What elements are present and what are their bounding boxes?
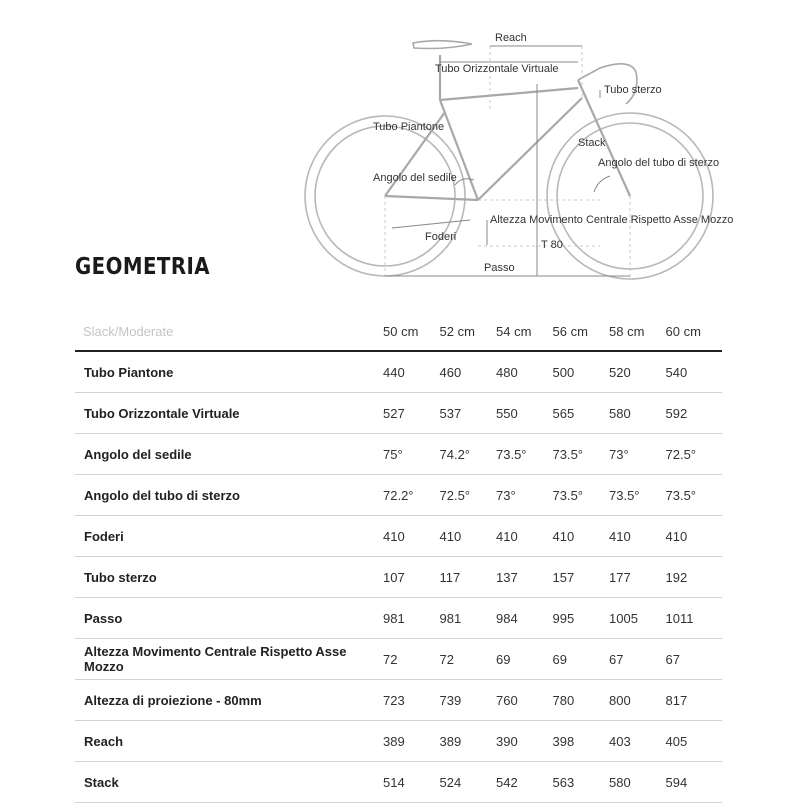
table-cell: 73° [609,434,666,475]
row-label: Angolo del sedile [75,434,383,475]
table-cell: 563 [553,762,610,803]
table-row [75,557,722,598]
table-cell: 389 [440,721,497,762]
diagram-label-foderi: Foderi [425,231,457,243]
table-cell: 67 [609,639,666,680]
table-cell: 72.5° [666,434,723,475]
table-row [75,639,722,680]
table-cell: 398 [553,721,610,762]
row-label: Passo [75,598,383,639]
row-label: Tubo Piantone [75,351,383,393]
table-cell: 389 [383,721,440,762]
table-cell: 73.5° [666,475,723,516]
saddle [413,41,472,49]
table-cell: 542 [496,762,553,803]
table-cell: 780 [553,680,610,721]
size-header: 56 cm [553,312,610,351]
table-cell: 117 [440,557,497,598]
row-label: Reach [75,721,383,762]
table-cell: 514 [383,762,440,803]
table-cell: 580 [609,762,666,803]
table-cell: 723 [383,680,440,721]
table-cell: 594 [666,762,723,803]
diagram-label-tubo-sterzo: Tubo sterzo [604,84,662,96]
table-cell: 73° [496,475,553,516]
table-cell: 580 [609,393,666,434]
table-row [75,393,722,434]
table-cell: 69 [496,639,553,680]
table-cell: 67 [666,639,723,680]
diagram-label-passo: Passo [484,262,515,274]
row-label: Foderi [75,516,383,557]
row-label: Tubo sterzo [75,557,383,598]
table-row [75,680,722,721]
table-cell: 410 [383,516,440,557]
table-cell: 480 [496,351,553,393]
table-cell: 410 [666,516,723,557]
table-cell: 410 [553,516,610,557]
size-header: 58 cm [609,312,666,351]
geometry-table [75,312,722,803]
table-cell: 800 [609,680,666,721]
table-cell: 817 [666,680,723,721]
table-cell: 390 [496,721,553,762]
table-cell: 74.2° [440,434,497,475]
table-cell: 72 [383,639,440,680]
diagram-label-t80: T 80 [541,239,563,251]
table-cell: 592 [666,393,723,434]
table-cell: 984 [496,598,553,639]
size-header: 50 cm [383,312,440,351]
table-cell: 192 [666,557,723,598]
table-cell: 137 [496,557,553,598]
table-row [75,598,722,639]
table-row [75,721,722,762]
diagram-label-angolo-tubo-sterzo: Angolo del tubo di sterzo [598,157,720,169]
table-cell: 981 [383,598,440,639]
table-cell: 540 [666,351,723,393]
diagram-label-angolo-sedile: Angolo del sedile [373,172,457,184]
table-row [75,516,722,557]
table-cell: 981 [440,598,497,639]
table-cell: 73.5° [553,475,610,516]
table-cell: 69 [553,639,610,680]
size-header: 54 cm [496,312,553,351]
table-cell: 527 [383,393,440,434]
table-cell: 410 [440,516,497,557]
table-header-row [75,312,722,351]
table-cell: 520 [609,351,666,393]
diagram-label-reach: Reach [495,32,527,44]
table-cell: 500 [553,351,610,393]
diagram-label-tubo-piantone: Tubo Piantone [373,121,445,133]
table-cell: 107 [383,557,440,598]
header-label: Slack/Moderate [75,312,383,351]
table-cell: 410 [496,516,553,557]
table-cell: 565 [553,393,610,434]
table-cell: 440 [383,351,440,393]
page-title: GEOMETRIA [75,254,211,280]
table-cell: 157 [553,557,610,598]
row-label: Altezza Movimento Centrale Rispetto Asse Mozzo [75,639,383,680]
table-cell: 73.5° [609,475,666,516]
table-cell: 524 [440,762,497,803]
table-cell: 73.5° [553,434,610,475]
table-row [75,434,722,475]
diagram-label-altezza-mc: Altezza Movimento Centrale Rispetto Asse Mozzo [490,214,734,226]
table-cell: 405 [666,721,723,762]
table-cell: 1005 [609,598,666,639]
diagram-label-tubo-orizzontale: Tubo Orizzontale Virtuale [435,63,559,75]
table-cell: 550 [496,393,553,434]
table-cell: 73.5° [496,434,553,475]
table-cell: 537 [440,393,497,434]
table-cell: 995 [553,598,610,639]
table-cell: 460 [440,351,497,393]
table-cell: 410 [609,516,666,557]
table-cell: 72.2° [383,475,440,516]
size-header: 60 cm [666,312,723,351]
diagram-label-stack: Stack [578,137,606,149]
table-cell: 75° [383,434,440,475]
table-cell: 403 [609,721,666,762]
table-cell: 72.5° [440,475,497,516]
table-cell: 72 [440,639,497,680]
row-label: Altezza di proiezione - 80mm [75,680,383,721]
table-cell: 760 [496,680,553,721]
row-label: Stack [75,762,383,803]
table-cell: 739 [440,680,497,721]
row-label: Tubo Orizzontale Virtuale [75,393,383,434]
table-row [75,351,722,393]
table-row [75,475,722,516]
table-cell: 177 [609,557,666,598]
table-row [75,762,722,803]
table-cell: 1011 [666,598,723,639]
size-header: 52 cm [440,312,497,351]
row-label: Angolo del tubo di sterzo [75,475,383,516]
